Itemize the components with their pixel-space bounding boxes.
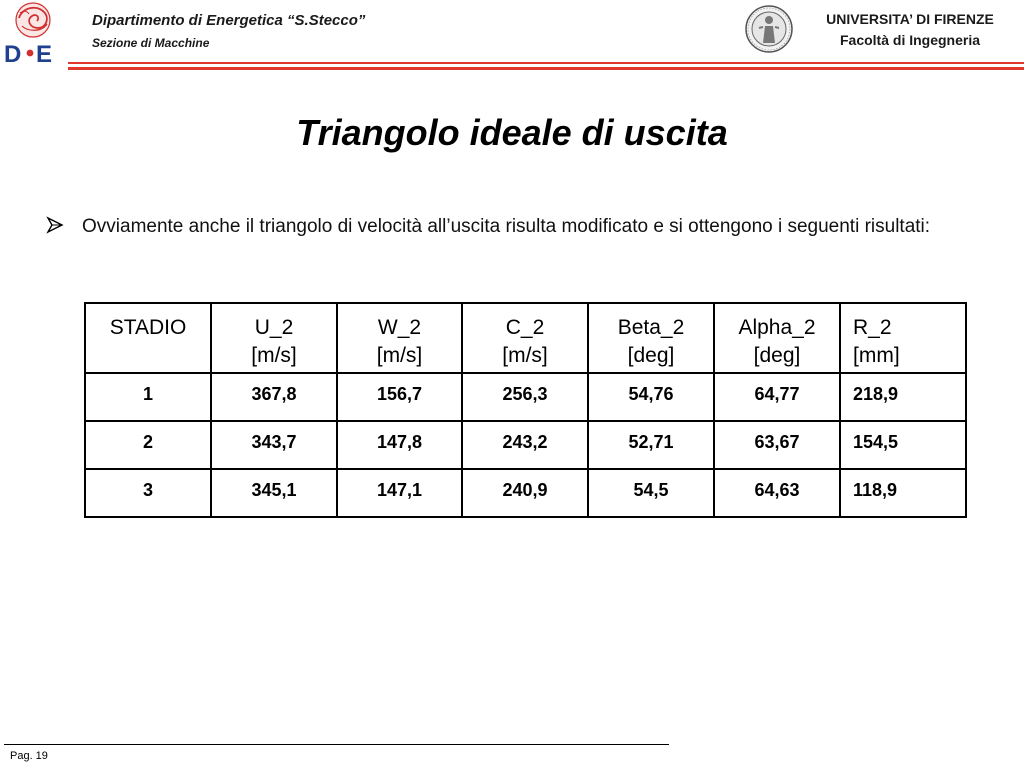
column-header-unit: [mm] <box>853 344 900 367</box>
table-row <box>85 421 966 469</box>
bullet-item <box>46 213 1021 240</box>
footer-divider <box>4 744 669 745</box>
column-header-name: U_2 <box>254 316 294 339</box>
table-cell: 54,5 <box>588 469 714 517</box>
table-cell: 1 <box>85 373 211 421</box>
svg-text:D: D <box>4 41 22 66</box>
results-table <box>84 302 967 518</box>
svg-text:E: E <box>36 41 53 66</box>
header-divider-bottom <box>68 67 1024 70</box>
column-header-stadio <box>85 303 211 373</box>
slide-title: Triangolo ideale di uscita <box>296 112 728 153</box>
header-divider-top <box>68 62 1024 64</box>
column-header-name: W_2 <box>377 316 422 339</box>
column-header-name: Alpha_2 <box>738 316 816 339</box>
column-header-unit: [m/s] <box>251 344 297 367</box>
de-logo <box>2 0 64 66</box>
table-cell: 156,7 <box>337 373 462 421</box>
column-header-beta2 <box>588 303 714 373</box>
column-header-w2 <box>337 303 462 373</box>
table-cell: 367,8 <box>211 373 337 421</box>
table-cell: 3 <box>85 469 211 517</box>
table-cell: 243,2 <box>462 421 588 469</box>
column-header-unit: [m/s] <box>376 344 423 367</box>
column-header-c2 <box>462 303 588 373</box>
table-cell: 52,71 <box>588 421 714 469</box>
page-number: Pag. 19 <box>10 750 48 762</box>
table-header-row <box>85 303 966 373</box>
table-cell: 154,5 <box>840 421 966 469</box>
university-name: UNIVERSITA’ DI FIRENZE <box>826 11 994 27</box>
arrow-bullet-icon <box>46 216 64 234</box>
table-cell: 345,1 <box>211 469 337 517</box>
table-row <box>85 373 966 421</box>
university-seal-icon <box>744 4 794 54</box>
column-header-name: Beta_2 <box>617 316 685 339</box>
table-cell: 147,8 <box>337 421 462 469</box>
table-cell: 343,7 <box>211 421 337 469</box>
department-section: Sezione di Macchine <box>92 36 210 50</box>
table-cell: 63,67 <box>714 421 840 469</box>
bullet-text: Ovviamente anche il triangolo di velocità all’uscita risulta modificato e si ottengono i seguenti risultati: <box>82 216 931 237</box>
column-header-name: R_2 <box>853 316 892 339</box>
table-cell: 64,63 <box>714 469 840 517</box>
column-header-name: C_2 <box>505 316 545 339</box>
department-name: Dipartimento di Energetica “S.Stecco” <box>92 12 366 29</box>
table-cell: 147,1 <box>337 469 462 517</box>
table-cell: 54,76 <box>588 373 714 421</box>
table-row <box>85 469 966 517</box>
faculty-name: Facoltà di Ingegneria <box>839 32 981 48</box>
slide-header <box>0 0 1024 72</box>
swirl-emblem-icon <box>16 3 50 37</box>
column-header-unit: [m/s] <box>502 344 548 367</box>
table-cell: 256,3 <box>462 373 588 421</box>
table-cell: 240,9 <box>462 469 588 517</box>
de-letters-logo <box>4 41 52 66</box>
column-header-u2 <box>211 303 337 373</box>
table-cell: 64,77 <box>714 373 840 421</box>
column-header-alpha2 <box>714 303 840 373</box>
table-cell: 2 <box>85 421 211 469</box>
table-cell: 218,9 <box>840 373 966 421</box>
column-header-name: STADIO <box>109 316 187 339</box>
column-header-unit: [deg] <box>753 344 801 367</box>
table-cell: 118,9 <box>840 469 966 517</box>
column-header-unit: [deg] <box>627 344 675 367</box>
column-header-r2 <box>840 303 966 373</box>
